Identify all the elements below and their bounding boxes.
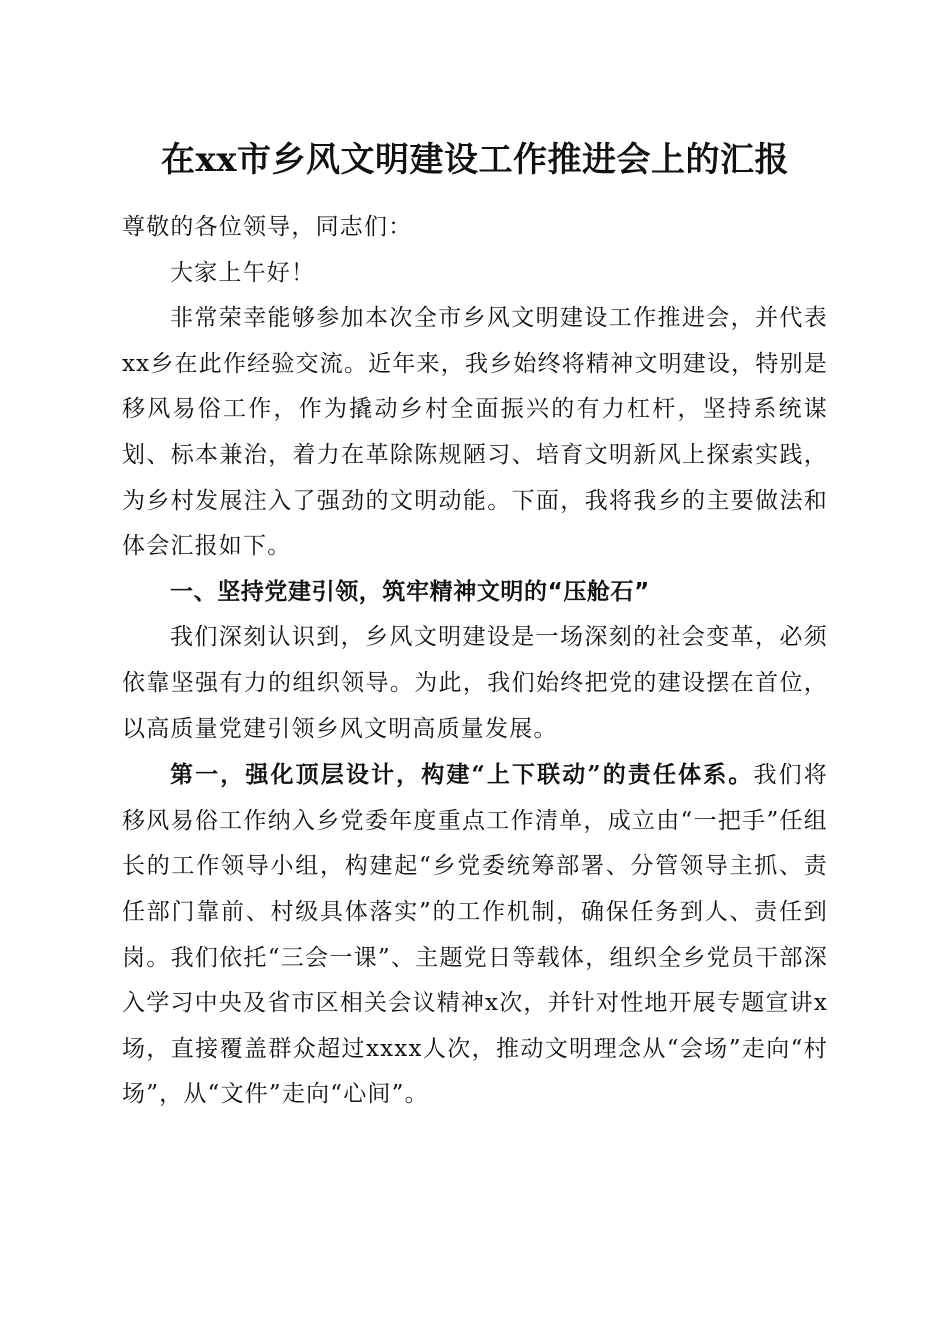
- document-title: 在xx市乡风文明建设工作推进会上的汇报: [160, 140, 790, 180]
- greeting: 大家上午好！: [170, 259, 316, 286]
- salutation: 尊敬的各位领导，同志们：: [122, 214, 413, 240]
- section-heading: 一、坚持党建引领，筑牢精神文明的“压舱石”: [170, 578, 650, 605]
- document-body: [122, 205, 828, 1118]
- point-paragraph: [122, 752, 828, 1118]
- section-paragraph: 我们深刻认识到，乡风文明建设是一场深刻的社会变革，必须依靠坚强有力的组织领导。为此，我们始终把党的建设摆在首位，以高质量党建引领乡风文明高质量发展。: [122, 624, 828, 742]
- point-body: 我们将移风易俗工作纳入乡党委年度重点工作清单，成立由“一把手”任组长的工作领导小组，构建起“乡党委统筹部署、分管领导主抓、责任部门靠前、村级具体落实”的工作机制，确保任务到人、责任到岗。我们依托“三会一课”、主题党日等载体，组织全乡党员干部深入学习中央及省市区相关会议精神x次，并针对性地开展专题宣讲x场，直接覆盖群众超过xxxx人次，推动文明理念从“会场”走向“村场”，从“文件”走向“心间”。: [122, 762, 828, 1108]
- intro-paragraph: 非常荣幸能够参加本次全市乡风文明建设工作推进会，并代表xx乡在此作经验交流。近年来，我乡始终将精神文明建设，特别是移风易俗工作，作为撬动乡村全面振兴的有力杠杆，坚持系统谋划、标本兼治，着力在革除陈规陋习、培育文明新风上探索实践，为乡村发展注入了强劲的文明动能。下面，我将我乡的主要做法和体会汇报如下。: [122, 305, 828, 560]
- point-lead: 第一，强化顶层设计，构建“上下联动”的责任体系。: [170, 761, 754, 789]
